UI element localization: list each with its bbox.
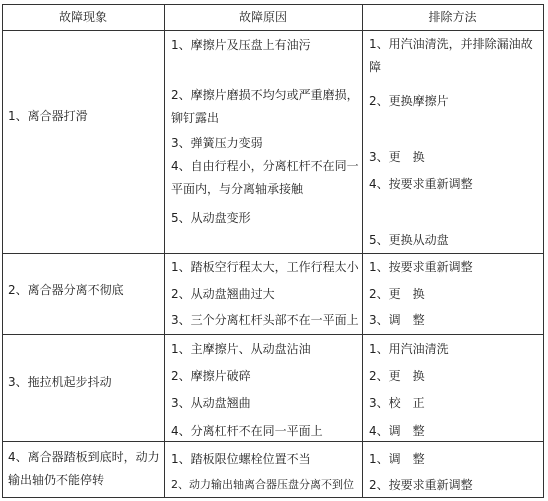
row3-remedy-1: 1、用汽油清洗 <box>369 342 449 356</box>
row1-remedy-5: 5、更换从动盘 <box>369 233 449 247</box>
row3-remedy-2: 2、更 换 <box>369 369 425 383</box>
row2-phenomenon: 2、离合器分离不彻底 <box>8 283 124 297</box>
table-border-right <box>543 4 544 498</box>
row4-cause-1: 1、踏板限位螺栓位置不当 <box>171 452 311 466</box>
row1-cause-1: 1、摩擦片及压盘上有油污 <box>171 38 311 52</box>
row4-phenomenon: 4、离合器踏板到底时，动力输出轴仍不能停转 <box>8 450 160 487</box>
row-divider <box>2 441 544 442</box>
row3-remedy-3: 3、校 正 <box>369 396 425 410</box>
row1-remedy-4: 4、按要求重新调整 <box>369 177 473 191</box>
row1-phenomenon: 1、离合器打滑 <box>8 109 88 123</box>
row1-remedy-3: 3、更 换 <box>369 150 425 164</box>
row3-cause-2: 2、摩擦片破碎 <box>171 369 251 383</box>
row2-cause-3: 3、三个分离杠杆头部不在一平面上 <box>171 313 359 327</box>
row4-remedy-2: 2、按要求重新调整 <box>369 478 473 492</box>
row2-remedy-3: 3、调 整 <box>369 313 425 327</box>
header-phenomenon: 故障现象 <box>58 10 107 24</box>
table-border-top <box>2 4 544 5</box>
column-divider <box>164 4 165 498</box>
row1-remedy-2: 2、更换摩擦片 <box>369 94 449 108</box>
table-border-bottom <box>2 497 544 498</box>
header-remedy: 排除方法 <box>428 10 477 24</box>
row1-cause-2: 2、摩擦片磨损不均匀或严重磨损，铆钉露出 <box>171 88 359 125</box>
row4-remedy-1: 1、调 整 <box>369 452 425 466</box>
row1-cause-4: 4、自由行程小，分离杠杆不在同一平面内，与分离轴承接触 <box>171 159 359 196</box>
row1-remedy-1: 1、用汽油清洗，并排除漏油故障 <box>369 37 533 74</box>
row2-remedy-1: 1、按要求重新调整 <box>369 260 473 274</box>
row3-cause-3: 3、从动盘翘曲 <box>171 396 251 410</box>
row-divider <box>2 253 544 254</box>
row3-remedy-4: 4、调 整 <box>369 424 425 438</box>
row4-cause-2: 2、动力输出轴离合器压盘分离不到位 <box>171 478 354 491</box>
column-divider <box>362 4 363 498</box>
header-divider <box>2 30 544 31</box>
row3-cause-1: 1、主摩擦片、从动盘沾油 <box>171 342 311 356</box>
row3-cause-4: 4、分离杠杆不在同一平面上 <box>171 424 323 438</box>
table-border-left <box>2 4 3 498</box>
row1-cause-3: 3、弹簧压力变弱 <box>171 136 263 150</box>
row3-phenomenon: 3、拖拉机起步抖动 <box>8 375 112 389</box>
header-cause: 故障原因 <box>238 10 287 24</box>
row1-cause-5: 5、从动盘变形 <box>171 211 251 225</box>
row2-remedy-2: 2、更 换 <box>369 287 425 301</box>
row2-cause-2: 2、从动盘翘曲过大 <box>171 287 275 301</box>
row-divider <box>2 334 544 335</box>
row2-cause-1: 1、踏板空行程太大，工作行程太小 <box>171 260 359 274</box>
